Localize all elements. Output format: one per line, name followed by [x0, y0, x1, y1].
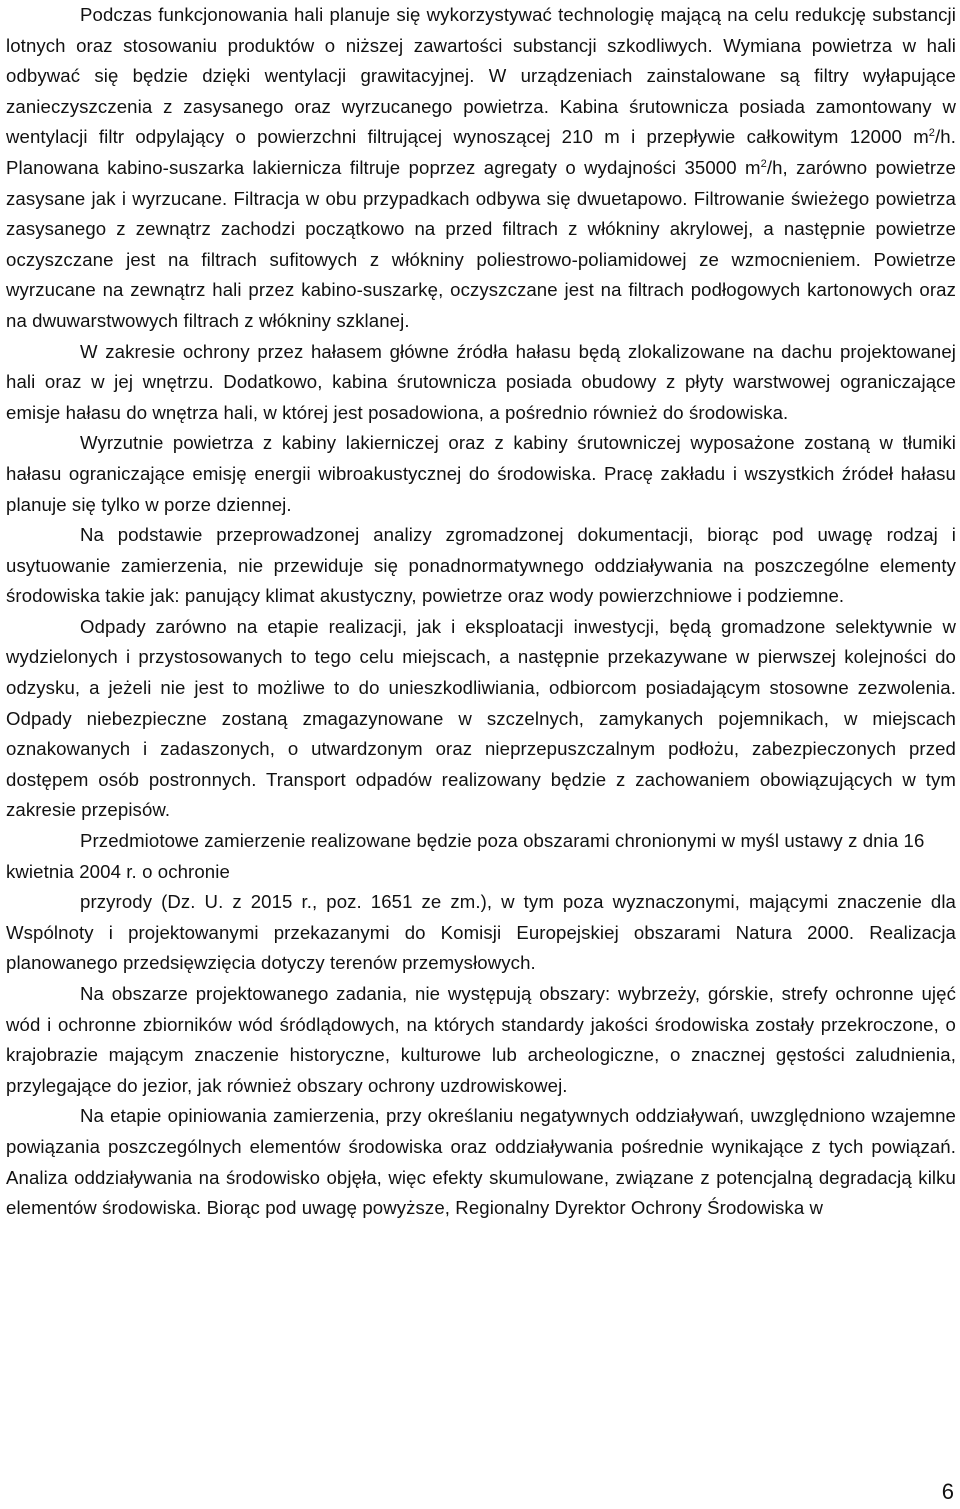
paragraph-protected-areas: Przedmiotowe zamierzenie realizowane będzie poza obszarami chronionymi w myśl ustawy z dnia 16 kwietnia 2004 r. o ochronie	[6, 830, 925, 882]
paragraph-sensitive-areas: Na obszarze projektowanego zadania, nie występują obszary: wybrzeży, górskie, strefy ochronne ujęć wód i ochronne zbiorników wód śródlądowych, na których standardy jakości środowiska zostały przekroczone, o krajobrazie mającym znaczenie historyczne, kulturowe lub archeologiczne, o znacznej gęstości zaludnienia, przylegające do jezior, jak również obszary ochrony uzdrowiskowej.	[6, 983, 956, 1096]
paragraph-text: /h. Planowana kabino-suszarka lakiernicza filtruje poprzez agregaty o wydajności 35000 m	[6, 126, 956, 178]
paragraph-cumulative-effects: Na etapie opiniowania zamierzenia, przy określaniu negatywnych oddziaływań, uwzględniono wzajemne powiązania poszczególnych elementów środowiska oraz oddziaływania pośrednie wynikające z tych powiązań. Analiza oddziaływania na środowisko objęła, więc efekty skumulowane, związane z potencjalną degradacją kilku elementów środowiska. Biorąc pod uwagę powyższe, Regionalny Dyrektor Ochrony Środowiska w	[6, 1105, 956, 1219]
paragraph-air-filtration	[6, 0, 956, 337]
paragraph-silencers: Wyrzutnie powietrza z kabiny lakierniczej oraz z kabiny śrutowniczej wyposażone zostaną w tłumiki hałasu ograniczające emisję energii wibroakustycznej do środowiska. Pracę zakładu i wszystkich źródeł hałasu planuje się tylko w porze dziennej.	[6, 432, 956, 515]
paragraph-analysis: Na podstawie przeprowadzonej analizy zgromadzonej dokumentacji, biorąc pod uwagę rodzaj i usytuowanie zamierzenia, nie przewiduje się ponadnormatywnego oddziaływania na poszczególne elementy środowiska takie jak: panujący klimat akustyczny, powietrze oraz wody powierzchniowe i podziemne.	[6, 524, 956, 607]
page-number: 6	[941, 1479, 954, 1504]
document-page	[6, 0, 956, 1224]
paragraph-noise-sources: W zakresie ochrony przez hałasem główne źródła hałasu będą zlokalizowane na dachu projektowanej hali oraz w jej wnętrzu. Dodatkowo, kabina śrutownicza posiada obudowy z płyty warstwowej ograniczające emisje hałasu do wnętrza hali, w której jest posadowiona, a pośrednio również do środowiska.	[6, 340, 956, 423]
superscript: 2	[928, 127, 936, 140]
paragraph-text: Podczas funkcjonowania hali planuje się wykorzystywać technologię mającą na celu redukcję substancji lotnych oraz stosowaniu produktów o niższej zawartości substancji szkodliwych. Wymiana powietrza w hali odbywać się będzie dzięki wentylacji grawitacyjnej. W urządzeniach zainstalowane są filtry wyłapujące zanieczyszczenia z zasysanego oraz wyrzucanego powietrza. Kabina śrutownicza posiada zamontowany w wentylacji filtr odpylający o powierzchni filtrującej wynoszącej 210 m i przepływie całkowitym 12000 m	[6, 4, 956, 148]
superscript: 2	[760, 157, 767, 170]
paragraph-natura-2000: przyrody (Dz. U. z 2015 r., poz. 1651 ze zm.), w tym poza wyznaczonymi, mającymi znaczenie dla Wspólnoty i projektowanymi przekazanymi do Komisji Europejskiej obszarami Natura 2000. Realizacja planowanego przedsięwzięcia dotyczy terenów przemysłowych.	[6, 891, 956, 974]
paragraph-text: /h, zarówno powietrze zasysane jak i wyrzucane. Filtracja w obu przypadkach odbywa się dwuetapowo. Filtrowanie świeżego powietrza zasysanego z zewnątrz zachodzi początkowo na przed filtrach z włókniny akrylowej, a następnie powietrze oczyszczane jest na filtrach sufitowych z włókniny poliestrowo-poliamidowej ze wzmocnieniem. Powietrze wyrzucane na zewnątrz hali przez kabino-suszarkę, oczyszczane jest na filtrach podłogowych kartonowych oraz na dwuwarstwowych filtrach z włókniny szklanej.	[6, 156, 956, 331]
paragraph-waste: Odpady zarówno na etapie realizacji, jak i eksploatacji inwestycji, będą gromadzone selektywnie w wydzielonych i przystosowanych to tego celu miejscach, a następnie przekazywane w pierwszej kolejności do odzysku, a jeżeli nie jest to możliwe to do unieszkodliwiania, odbiorcom posiadającym stosowne zezwolenia. Odpady niebezpieczne zostaną zmagazynowane w szczelnych, zamykanych pojemnikach, w miejscach oznakowanych i zadaszonych, o utwardzonym oraz nieprzepuszczalnym podłożu, zabezpieczonych przed dostępem osób postronnych. Transport odpadów realizowany będzie z zachowaniem obowiązujących w tym zakresie przepisów.	[6, 615, 956, 821]
